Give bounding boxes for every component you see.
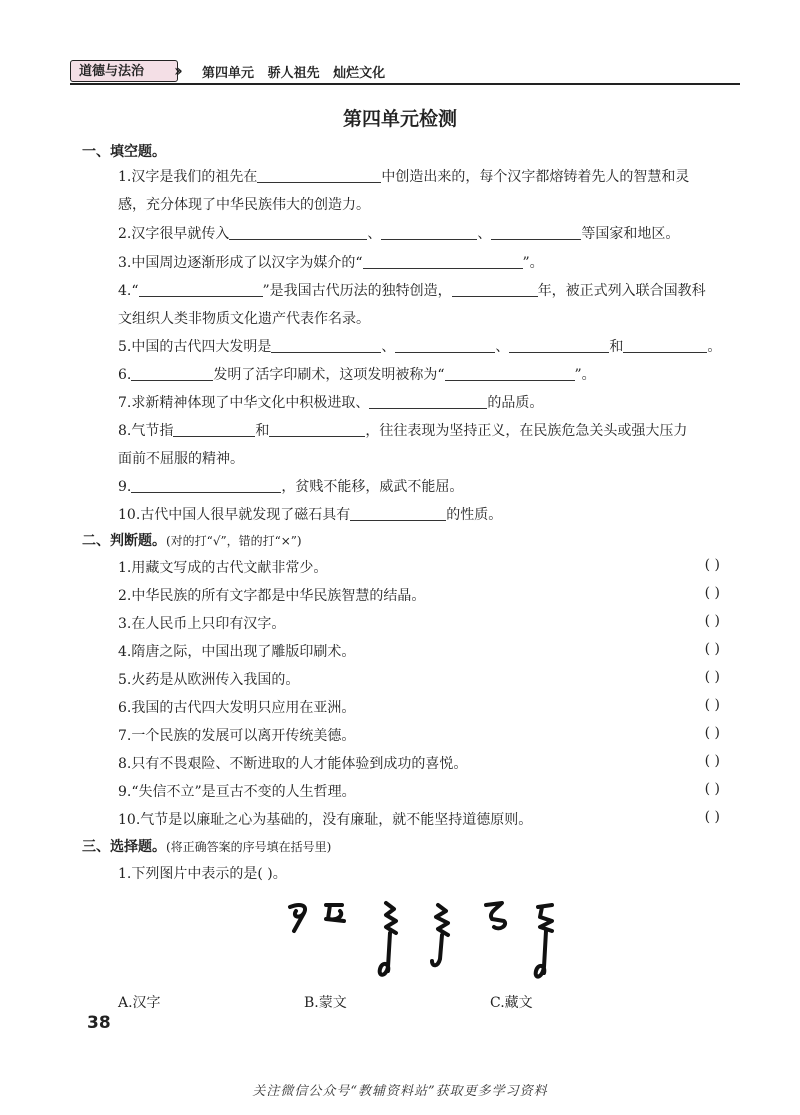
page-header	[70, 60, 740, 84]
page-number: 38	[87, 1013, 111, 1033]
answer-parens[interactable]: ( )	[704, 697, 720, 713]
answer-blank[interactable]	[623, 338, 707, 353]
answer-blank[interactable]	[452, 282, 538, 297]
answer-blank[interactable]	[131, 478, 281, 493]
question-8: 8.气节指 和 ，往往表现为坚持正义，在民族危急关头或强大压力	[118, 423, 688, 439]
option-a[interactable]: A.汉字	[118, 995, 161, 1011]
question-2: 2.汉字很早就传入 、 、 等国家和地区。	[118, 226, 680, 242]
option-b[interactable]: B.蒙文	[304, 995, 347, 1011]
answer-parens[interactable]: ( )	[704, 809, 720, 825]
judge-item: 1.用藏文写成的古代文献非常少。	[118, 560, 328, 576]
question-4: 4.“ ”是我国古代历法的独特创造， 年，被正式列入联合国教科	[118, 283, 706, 299]
header-divider	[70, 83, 740, 85]
question-9: 9. ，贫贱不能移，威武不能屈。	[118, 479, 464, 495]
section-heading-fill: 一、填空题。	[82, 144, 166, 160]
judge-item: 2.中华民族的所有文字都是中华民族智慧的结晶。	[118, 588, 426, 604]
answer-parens[interactable]: ( )	[704, 557, 720, 573]
answer-blank[interactable]	[509, 338, 609, 353]
question-1: 1.汉字是我们的祖先在 中创造出来的，每个汉字都熔铸着先人的智慧和灵	[118, 169, 690, 185]
chevron-right-icon: ››	[174, 61, 179, 80]
answer-parens[interactable]: ( )	[704, 613, 720, 629]
answer-blank[interactable]	[381, 225, 477, 240]
answer-parens[interactable]: ( )	[704, 781, 720, 797]
unit-title: 第四单元 骄人祖先 灿烂文化	[202, 66, 386, 81]
question-5: 5.中国的古代四大发明是 、 、 和 。	[118, 339, 722, 355]
judge-item: 8.只有不畏艰险、不断进取的人才能体验到成功的喜悦。	[118, 756, 468, 772]
judge-item: 10.气节是以廉耻之心为基础的，没有廉耻，就不能坚持道德原则。	[118, 812, 533, 828]
answer-parens[interactable]: ( )	[704, 669, 720, 685]
answer-parens[interactable]: ( )	[704, 585, 720, 601]
judge-item: 3.在人民币上只印有汉字。	[118, 616, 286, 632]
answer-blank[interactable]	[395, 338, 495, 353]
answer-blank[interactable]	[491, 225, 581, 240]
page-title: 第四单元检测	[342, 108, 457, 130]
answer-blank[interactable]	[139, 282, 263, 297]
answer-blank[interactable]	[350, 506, 446, 521]
answer-parens[interactable]: ( )	[704, 725, 720, 741]
answer-blank[interactable]	[369, 394, 487, 409]
subject-tab: 道德与法治	[70, 60, 178, 82]
choice-question-1: 1.下列图片中表示的是( )。	[118, 866, 287, 882]
judge-item: 7.一个民族的发展可以离开传统美德。	[118, 728, 356, 744]
answer-blank[interactable]	[257, 168, 381, 183]
answer-parens[interactable]: ( )	[704, 641, 720, 657]
question-10: 10.古代中国人很早就发现了磁石具有 的性质。	[118, 507, 503, 523]
answer-blank[interactable]	[269, 422, 365, 437]
section-heading-choice: 三、选择题。(将正确答案的序号填在括号里)	[82, 839, 332, 855]
section-heading-judge: 二、判断题。(对的打“√”，错的打“×”)	[82, 533, 302, 549]
question-8-cont: 面前不屈服的精神。	[118, 451, 244, 467]
question-7: 7.求新精神体现了中华文化中积极进取、 的品质。	[118, 395, 544, 411]
footer-watermark: 关注微信公众号“教辅资料站”获取更多学习资料	[252, 1084, 548, 1099]
question-3: 3.中国周边逐渐形成了以汉字为媒介的“ ”。	[118, 255, 544, 271]
answer-blank[interactable]	[131, 366, 213, 381]
answer-blank[interactable]	[271, 338, 381, 353]
question-1-cont: 感，充分体现了中华民族伟大的创造力。	[118, 197, 370, 213]
judge-item: 4.隋唐之际，中国出现了雕版印刷术。	[118, 644, 356, 660]
answer-blank[interactable]	[173, 422, 255, 437]
judge-item: 6.我国的古代四大发明只应用在亚洲。	[118, 700, 356, 716]
question-6: 6. 发明了活字印刷术，这项发明被称为“ ”。	[118, 367, 596, 383]
mongolian-script-image	[282, 897, 582, 987]
option-c[interactable]: C.藏文	[490, 995, 533, 1011]
judge-item: 5.火药是从欧洲传入我国的。	[118, 672, 300, 688]
answer-parens[interactable]: ( )	[704, 753, 720, 769]
question-4-cont: 文组织人类非物质文化遗产代表作名录。	[118, 311, 370, 327]
answer-blank[interactable]	[229, 225, 367, 240]
judge-item: 9.“失信不立”是亘古不变的人生哲理。	[118, 784, 356, 800]
answer-blank[interactable]	[445, 366, 575, 381]
answer-blank[interactable]	[363, 254, 523, 269]
